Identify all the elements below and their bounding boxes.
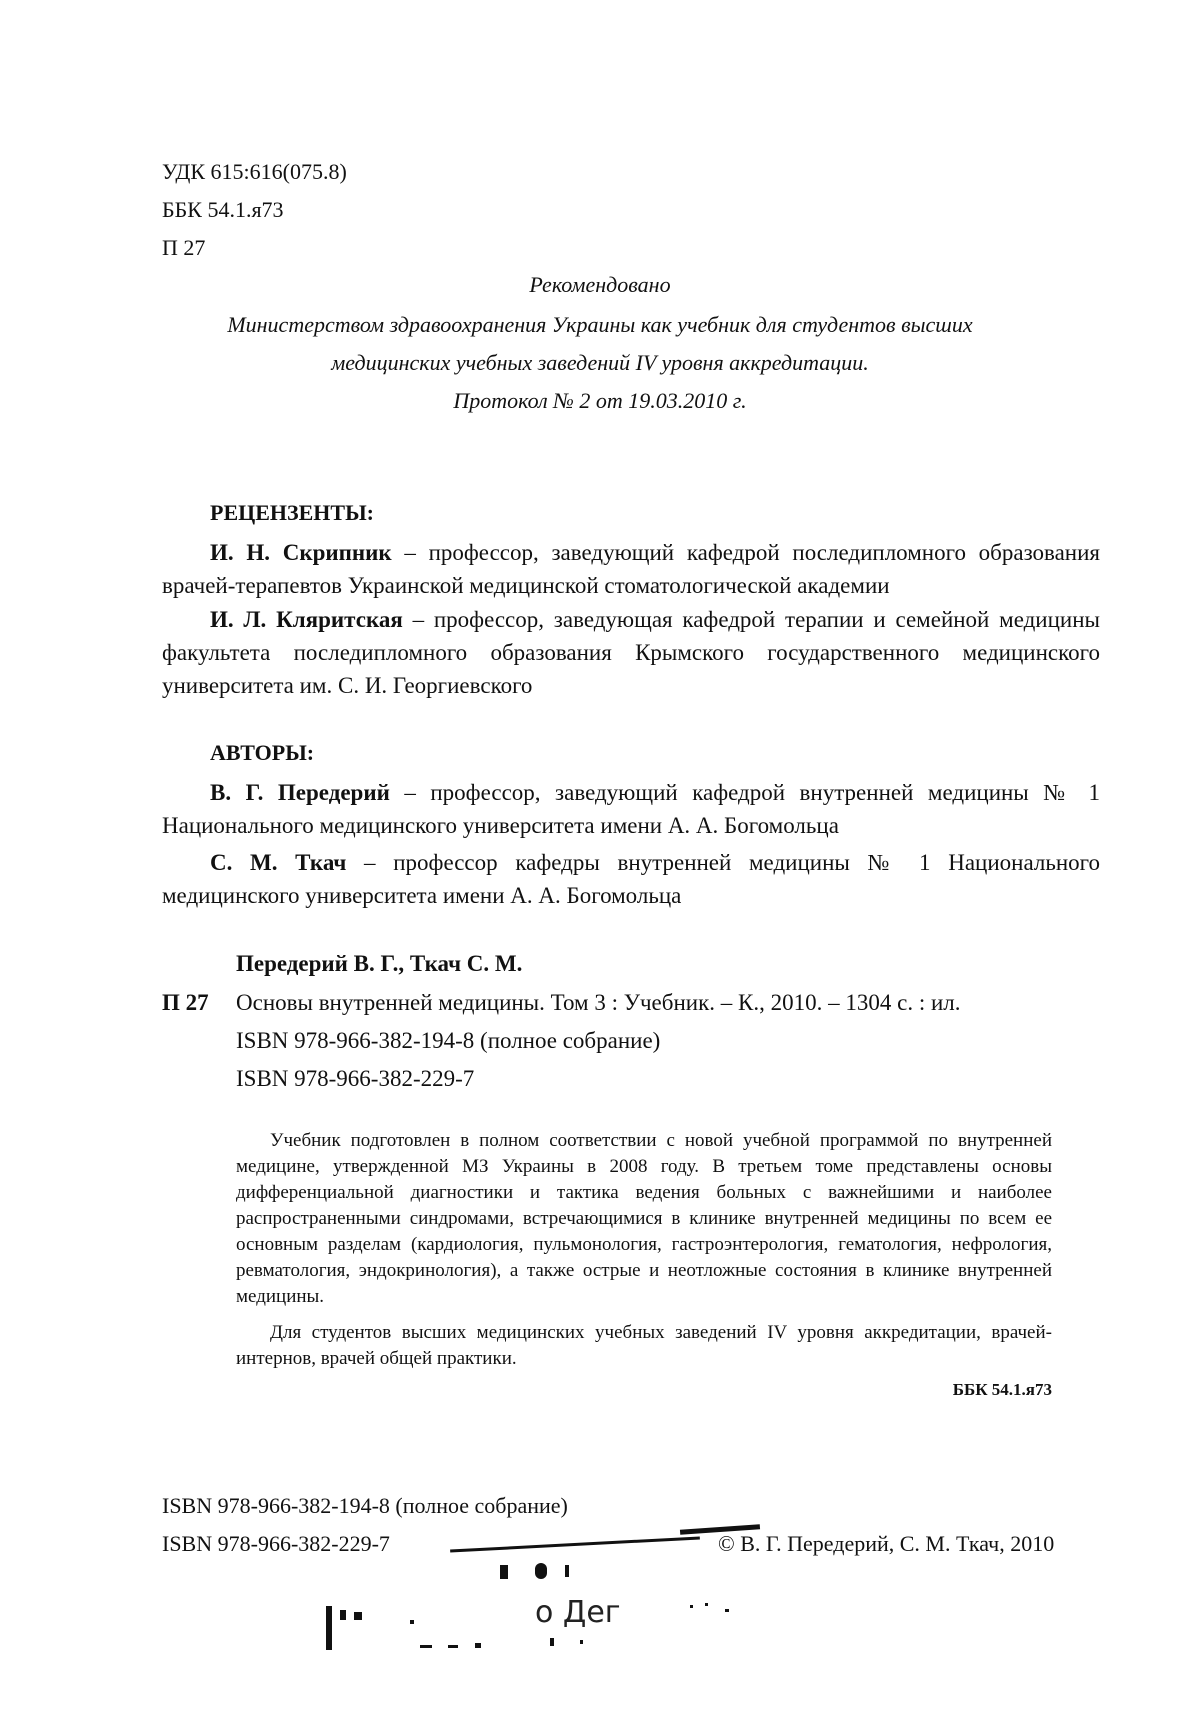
bibliographic-title: Основы внутренней медицины. Том 3 : Учебник. – К., 2010. – 1304 с. : ил. <box>236 990 961 1015</box>
bibliographic-isbn-volume: ISBN 978-966-382-229-7 <box>236 1066 475 1091</box>
stamp-stroke <box>565 1565 569 1577</box>
bbk-code: ББК 54.1.я73 <box>162 197 284 222</box>
recommendation-line-1: Министерством здравоохранения Украины как учебник для студентов высших <box>227 312 973 337</box>
author-entry <box>162 776 1100 842</box>
author-separator: – <box>389 780 431 805</box>
recommendation-protocol: Протокол № 2 от 19.03.2010 г. <box>453 388 747 413</box>
stamp-fragment <box>320 1600 800 1670</box>
udk-code: УДК 615:616(075.8) <box>162 159 347 184</box>
stamp-stroke <box>354 1612 362 1620</box>
stamp-stroke <box>326 1606 332 1650</box>
bibliographic-authors: Передерий В. Г., Ткач С. М. <box>236 951 523 976</box>
reviewer-separator: – <box>391 540 429 565</box>
footer-isbn-full: ISBN 978-966-382-194-8 (полное собрание) <box>162 1493 568 1518</box>
recommendation-line-2: медицинских учебных заведений IV уровня аккредитации. <box>331 350 869 375</box>
stamp-stroke <box>500 1565 508 1579</box>
author-name: С. М. Ткач <box>210 850 347 875</box>
stamp-stroke <box>450 1536 700 1552</box>
authors-heading: АВТОРЫ: <box>210 740 315 765</box>
stamp-stroke <box>580 1640 583 1644</box>
reviewer-separator: – <box>402 607 434 632</box>
author-index: П 27 <box>162 235 206 260</box>
bibliographic-isbn-full: ISBN 978-966-382-194-8 (полное собрание) <box>236 1028 661 1053</box>
reviewer-entry <box>162 536 1100 602</box>
reviewer-description: профессор, заведующая кафедрой терапии и семейной медицины факультета последипломного образования Крымского государственного медицинского университета им. С. И. Георгиевского <box>162 607 1100 698</box>
footer-isbn-volume: ISBN 978-966-382-229-7 <box>162 1531 390 1556</box>
reviewer-name: И. Н. Скрипник <box>210 540 392 565</box>
bibliographic-index: П 27 <box>162 990 209 1015</box>
stamp-stroke <box>420 1645 432 1648</box>
author-entry <box>162 846 1100 912</box>
author-separator: – <box>346 850 394 875</box>
stamp-text: о Дег <box>535 1595 621 1630</box>
author-description: профессор, заведующий кафедрой внутренней медицины № 1 Национального медицинского университета имени А. А. Богомольца <box>162 780 1100 838</box>
abstract-bbk: ББК 54.1.я73 <box>952 1380 1052 1399</box>
stamp-stroke <box>680 1524 760 1535</box>
stamp-stroke <box>475 1643 481 1648</box>
stamp-stroke <box>448 1645 458 1648</box>
copyright: © В. Г. Передерий, С. М. Ткач, 2010 <box>718 1531 1055 1556</box>
stamp-stroke <box>340 1610 346 1620</box>
abstract-audience: Для студентов высших медицинских учебных заведений IV уровня аккредитации, врачей-интернов, врачей общей практики. <box>236 1322 1052 1369</box>
abstract-paragraph: Учебник подготовлен в полном соответствии с новой учебной программой по внутренней медицине, утвержденной МЗ Украины в 2008 году. В третьем томе представлены основы дифференциальной диагностики и тактика ведения больных с важнейшими и наиболее распространенными синдромами, встречающимися в клинике внутренней медицины по всем ее основным разделам (кардиология, пульмонология, гастроэнтерология, гематология, нефрология, ревматология, эндокринология), а также острые и неотложные состояния в клинике внутренней медицины. <box>236 1130 1052 1307</box>
reviewers-heading: РЕЦЕНЗЕНТЫ: <box>210 500 375 525</box>
reviewer-description: профессор, заведующий кафедрой последипломного образования врачей-терапевтов Украинской медицинской стоматологической академии <box>162 540 1101 598</box>
recommendation-title: Рекомендовано <box>529 272 671 297</box>
reviewer-entry <box>162 603 1100 702</box>
author-name: В. Г. Передерий <box>210 780 390 805</box>
author-description: профессор кафедры внутренней медицины № 1 Национального медицинского университета имени А. А. Богомольца <box>162 850 1101 908</box>
stamp-stroke <box>410 1620 414 1624</box>
reviewer-name: И. Л. Кляритская <box>210 607 403 632</box>
stamp-stroke <box>550 1638 554 1646</box>
stamp-stroke <box>535 1563 547 1579</box>
